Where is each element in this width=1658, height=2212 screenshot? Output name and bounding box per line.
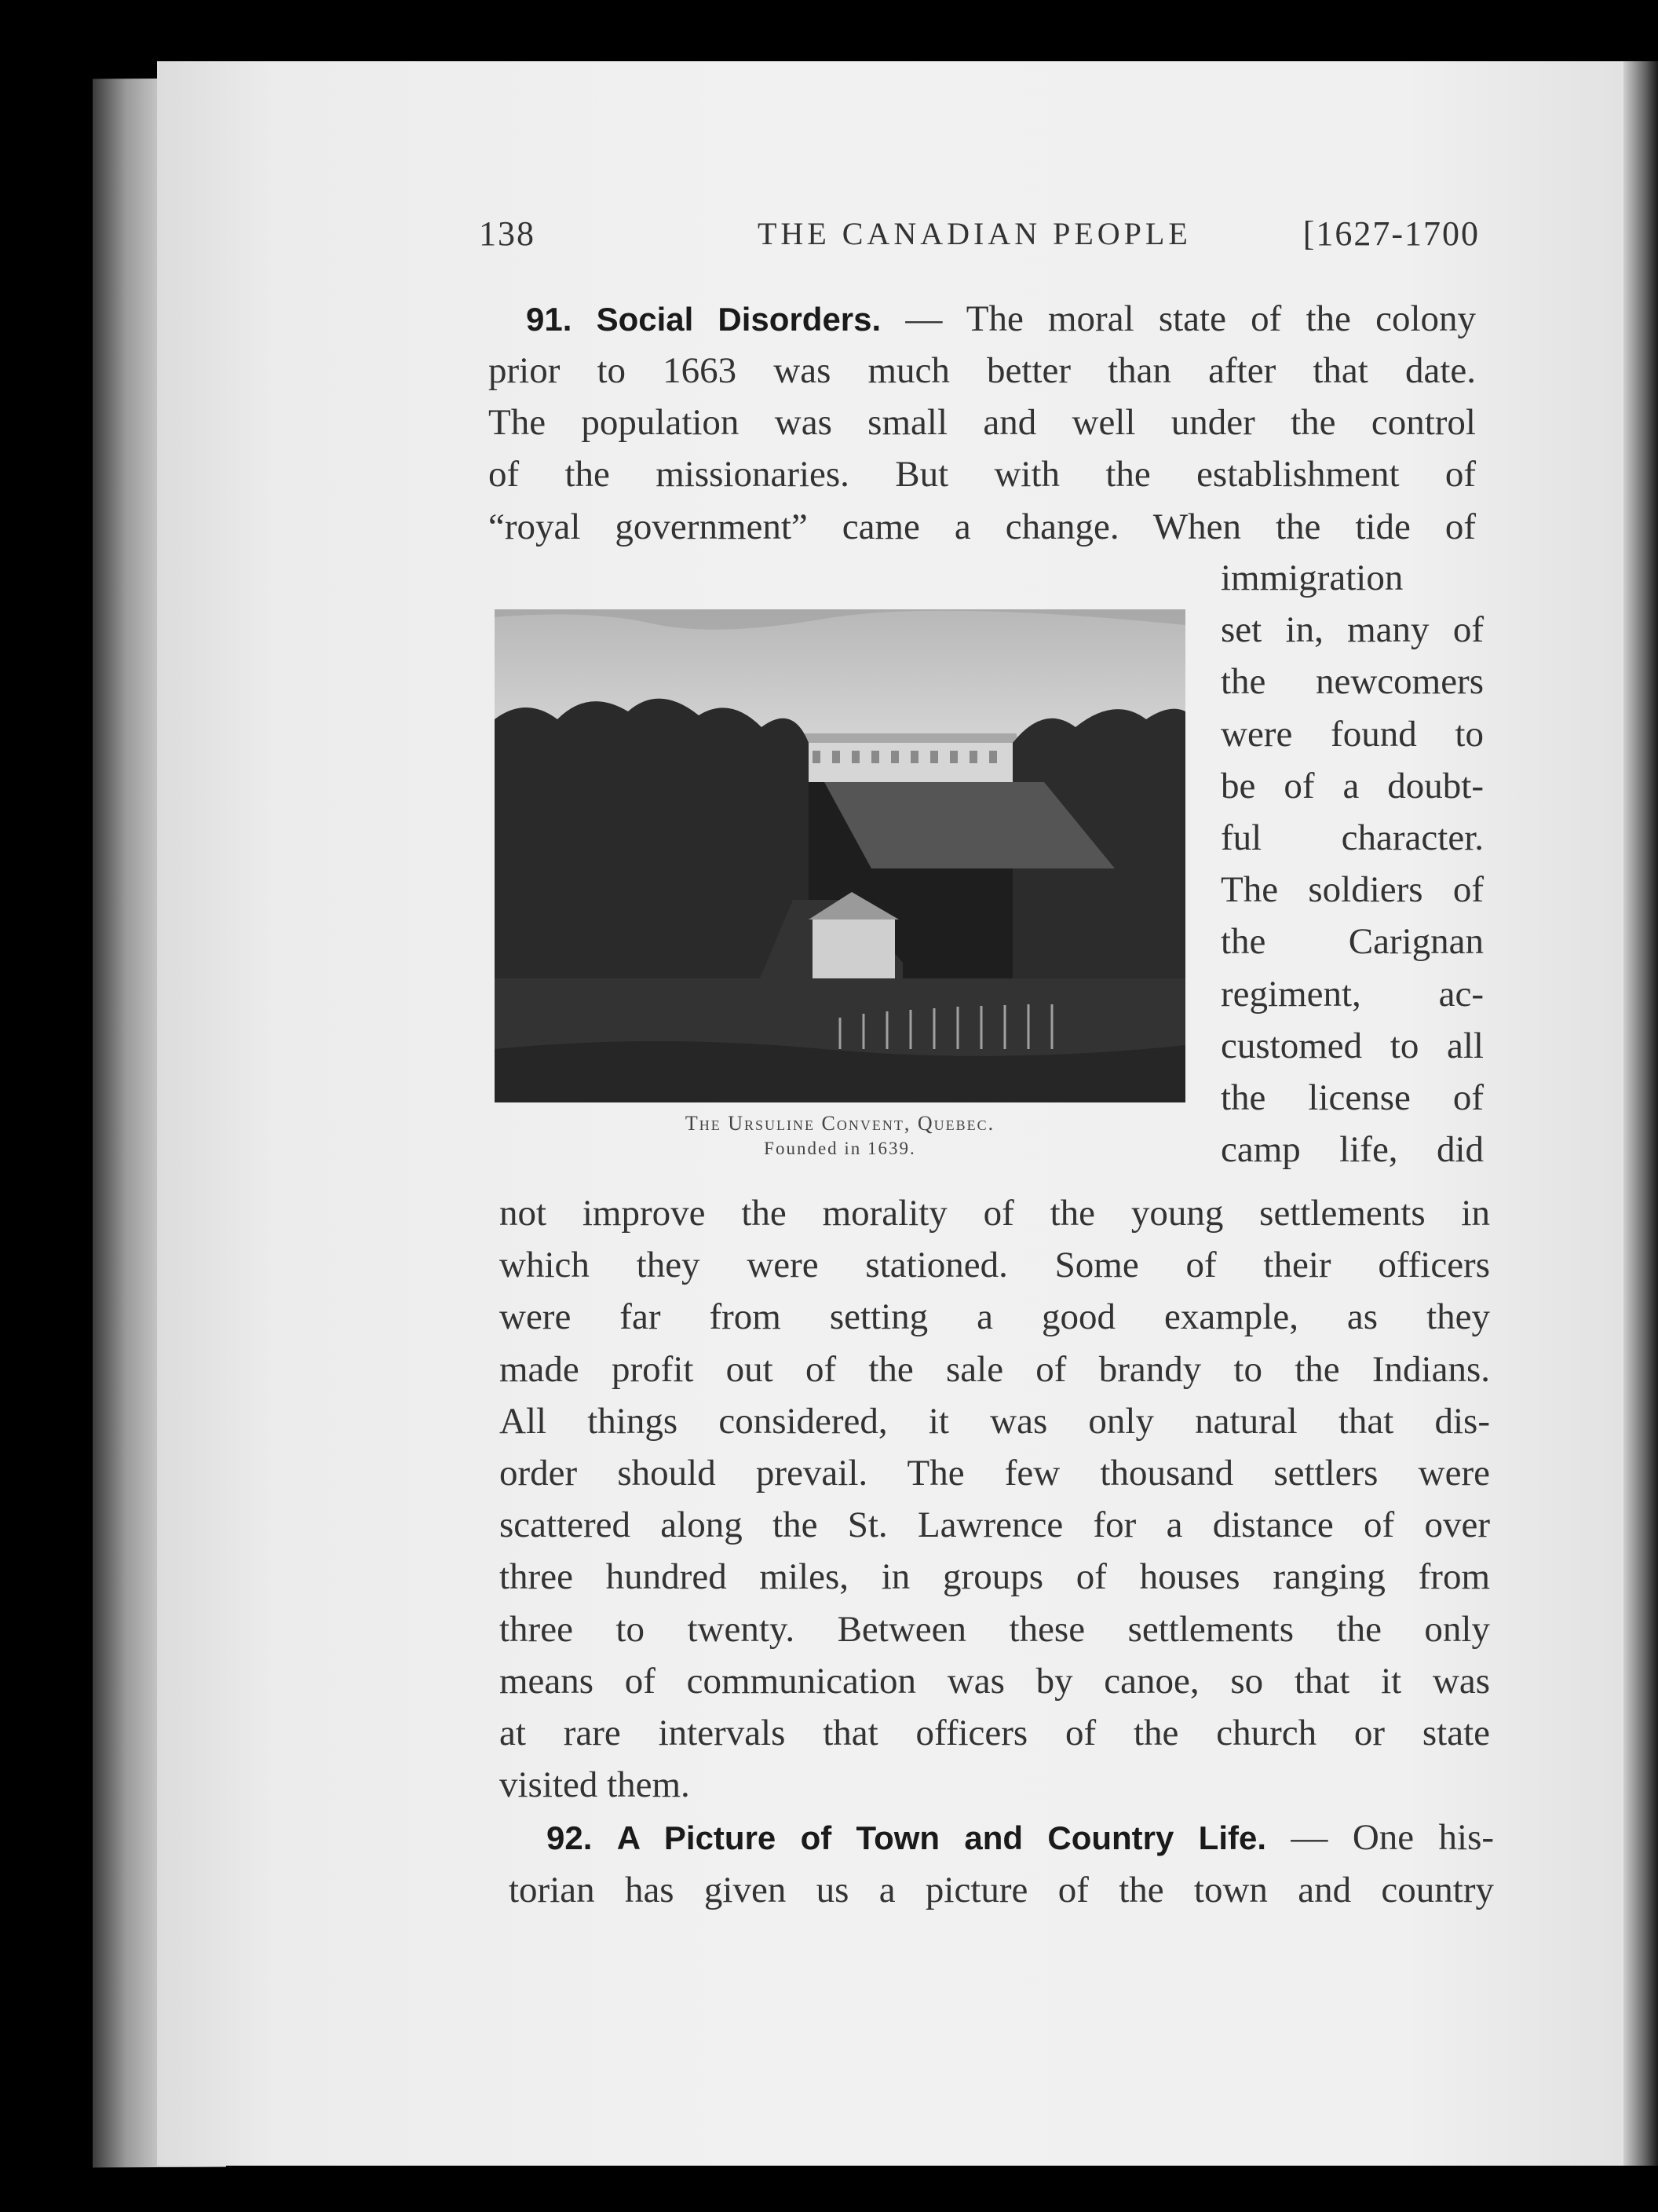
- text-line: camp life, did: [1221, 1129, 1484, 1171]
- text-line: prior to 1663 was much better than after that date.: [488, 350, 1476, 391]
- text-line: the Carignan: [1221, 921, 1484, 963]
- text-line: be of a doubt-: [1221, 765, 1484, 806]
- section-91-top-paragraph: [488, 345, 1476, 553]
- text-line: regiment, ac-: [1221, 973, 1484, 1015]
- text-line: three hundred miles, in groups of houses ranging from: [499, 1556, 1490, 1598]
- text-line: immigration: [1221, 558, 1404, 598]
- section-91-number: 91.: [526, 301, 572, 338]
- text-line: made profit out of the sale of brandy to the Indians.: [499, 1348, 1490, 1390]
- text-line: at rare intervals that officers of the church or state: [499, 1713, 1490, 1754]
- text-line: The soldiers of: [1221, 869, 1484, 911]
- text-line: torian has given us a picture of the town and country: [509, 1870, 1494, 1911]
- running-title: THE CANADIAN PEOPLE: [758, 216, 1192, 251]
- text-line: The population was small and well under the control: [488, 402, 1476, 444]
- text-line: were far from setting a good example, as they: [499, 1296, 1490, 1338]
- side-column-text: [1221, 552, 1484, 1175]
- caption-note: Founded in 1639.: [764, 1139, 916, 1158]
- text-line: means of communication was by canoe, so that it was: [499, 1660, 1490, 1702]
- text-line: visited them.: [499, 1764, 690, 1806]
- section-92-title: A Picture of Town and Country Life.: [616, 1819, 1267, 1856]
- section-92-line-1: — One his-: [1291, 1817, 1495, 1858]
- text-line: were found to: [1221, 713, 1484, 755]
- section-92-number: 92.: [546, 1819, 593, 1856]
- text-line: ful character.: [1221, 817, 1484, 859]
- section-91-title: Social Disorders.: [596, 301, 882, 338]
- section-91-line-1: — The moral state of the colony: [905, 298, 1477, 339]
- page-number: 138: [479, 214, 535, 253]
- text-line: the license of: [1221, 1077, 1484, 1119]
- figure-caption: [495, 1112, 1185, 1159]
- section-91-bottom-paragraph: [499, 1187, 1490, 1811]
- text-line: “royal government” came a change. When the tide of: [488, 506, 1476, 547]
- date-range: [1627-1700: [1302, 214, 1480, 253]
- section-91-first-line: [488, 293, 1476, 346]
- text-line: All things considered, it was only natural that dis-: [499, 1400, 1490, 1442]
- text-line: which they were stationed. Some of their officers: [499, 1245, 1490, 1286]
- caption-title: The Ursuline Convent, Quebec.: [685, 1112, 995, 1135]
- convent-illustration: [495, 609, 1185, 1102]
- text-line: not improve the morality of the young settlements in: [499, 1193, 1490, 1234]
- page-edge-right: [1623, 61, 1658, 2166]
- text-line: three to twenty. Between these settlements the only: [499, 1608, 1490, 1650]
- text-line: set in, many of: [1221, 609, 1484, 651]
- text-line: of the missionaries. But with the establishment of: [488, 454, 1476, 495]
- text-line: customed to all: [1221, 1025, 1484, 1066]
- section-92: [509, 1812, 1494, 1916]
- running-header: [479, 214, 1480, 261]
- text-line: scattered along the St. Lawrence for a distance of over: [499, 1505, 1490, 1546]
- text-line: order should prevail. The few thousand settlers were: [499, 1453, 1490, 1494]
- convent-photo: [495, 609, 1185, 1102]
- text-line: the newcomers: [1221, 661, 1484, 703]
